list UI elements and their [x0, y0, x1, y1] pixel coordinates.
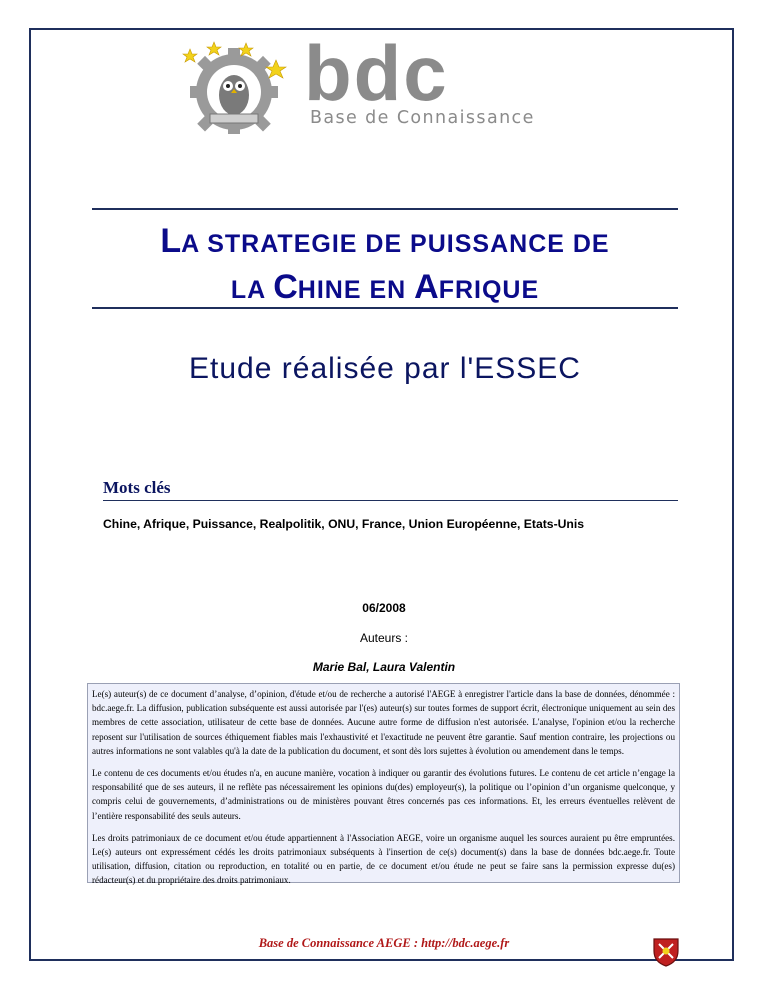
title-line-2: [92, 268, 678, 307]
keywords-heading: Mots clés: [103, 478, 171, 497]
title-line-1: [92, 222, 678, 261]
title-segment: HINE EN: [297, 276, 415, 304]
disclaimer-box: [87, 683, 680, 886]
title-segment: L: [160, 222, 182, 260]
crest-icon: [649, 934, 683, 968]
document-subtitle: Etude réalisée par l'ESSEC: [189, 352, 581, 385]
authors-label: Auteurs :: [359, 631, 409, 645]
title-segment: A STRATEGIE DE PUISSANCE DE: [181, 230, 610, 258]
disclaimer-paragraph: Les droits patrimoniaux de ce document et/ou étude appartiennent à l'Association AEGE, voire un organisme auquel les sources auraient pu être empruntées. Le(s) auteurs ont expressément cédés les droits patrimoniaux subséquents à l'insertion de ce(s) document(s) dans la base de données bdc.aege.fr. Toute utilisation, diffusion, citation ou reproduction, en totalité ou en partie, de ce document et/ou étude ne peut se faire sans la permission expresse du(es) rédacteur(s) et du propriétaire des droits patrimoniaux.: [92, 832, 675, 886]
logo-wordmark: bdc: [304, 29, 449, 117]
owl-gear-icon: [182, 40, 307, 135]
title-segment: FRIQUE: [438, 276, 540, 304]
title-segment: A: [414, 268, 439, 306]
disclaimer-paragraph: Le contenu de ces documents et/ou études n'a, en aucune manière, vocation à indiquer ou garantir des évolutions futures. Le contenu de cet article n’engage la responsabilité que de ses auteurs, il ne reflète pas nécessairement les opinions du(des) employeur(s), la politique ou l’opinion d’un organisme quelconque, y compris celui de gouvernements, d’administrations ou de ministères pouvant êtres concernés pas ces informations. Et, les erreurs éventuelles relèvent de l’entière responsabilité des seuls auteurs.: [92, 768, 675, 821]
authors-names: Marie Bal, Laura Valentin: [312, 660, 456, 674]
title-top-rule: [92, 208, 678, 210]
keywords-rule: [103, 500, 678, 501]
footer-link[interactable]: Base de Connaissance AEGE : http://bdc.aege.fr: [258, 936, 510, 950]
publication-date: 06/2008: [362, 601, 406, 615]
keywords-list: Chine, Afrique, Puissance, Realpolitik, ONU, France, Union Européenne, Etats-Unis: [103, 517, 585, 531]
logo-subtitle: Base de Connaissance: [310, 108, 535, 128]
title-segment: LA: [230, 276, 274, 304]
bdc-logo: [182, 29, 602, 135]
title-segment: C: [273, 268, 298, 306]
title-bottom-rule: [92, 307, 678, 309]
disclaimer-paragraph: Le(s) auteur(s) de ce document d’analyse, d’opinion, d'étude et/ou de recherche a autorisé l'AEGE à enregistrer l'article dans la base de données, dénommée : bdc.aege.fr. La diffusion, publication subséquente est aussi autorisée par l'(es) auteur(s) sur toutes formes de support écrit, électronique uniquement au sein des membres de cette association, utilisateur de cette base de données. Aucune autre forme de diffusion n'est autorisée. L'analyse, l'opinion et/ou la recherche reposent sur l'utilisation de sources éthiquement fiables mais l'exhaustivité et l'exactitude ne peuvent être garantie. Sauf mention contraire, les projections ou autres informations ne sont valables qu'à la date de la publication du document, et sont dès lors sujettes à évolution ou amendement dans le temps.: [92, 689, 675, 756]
